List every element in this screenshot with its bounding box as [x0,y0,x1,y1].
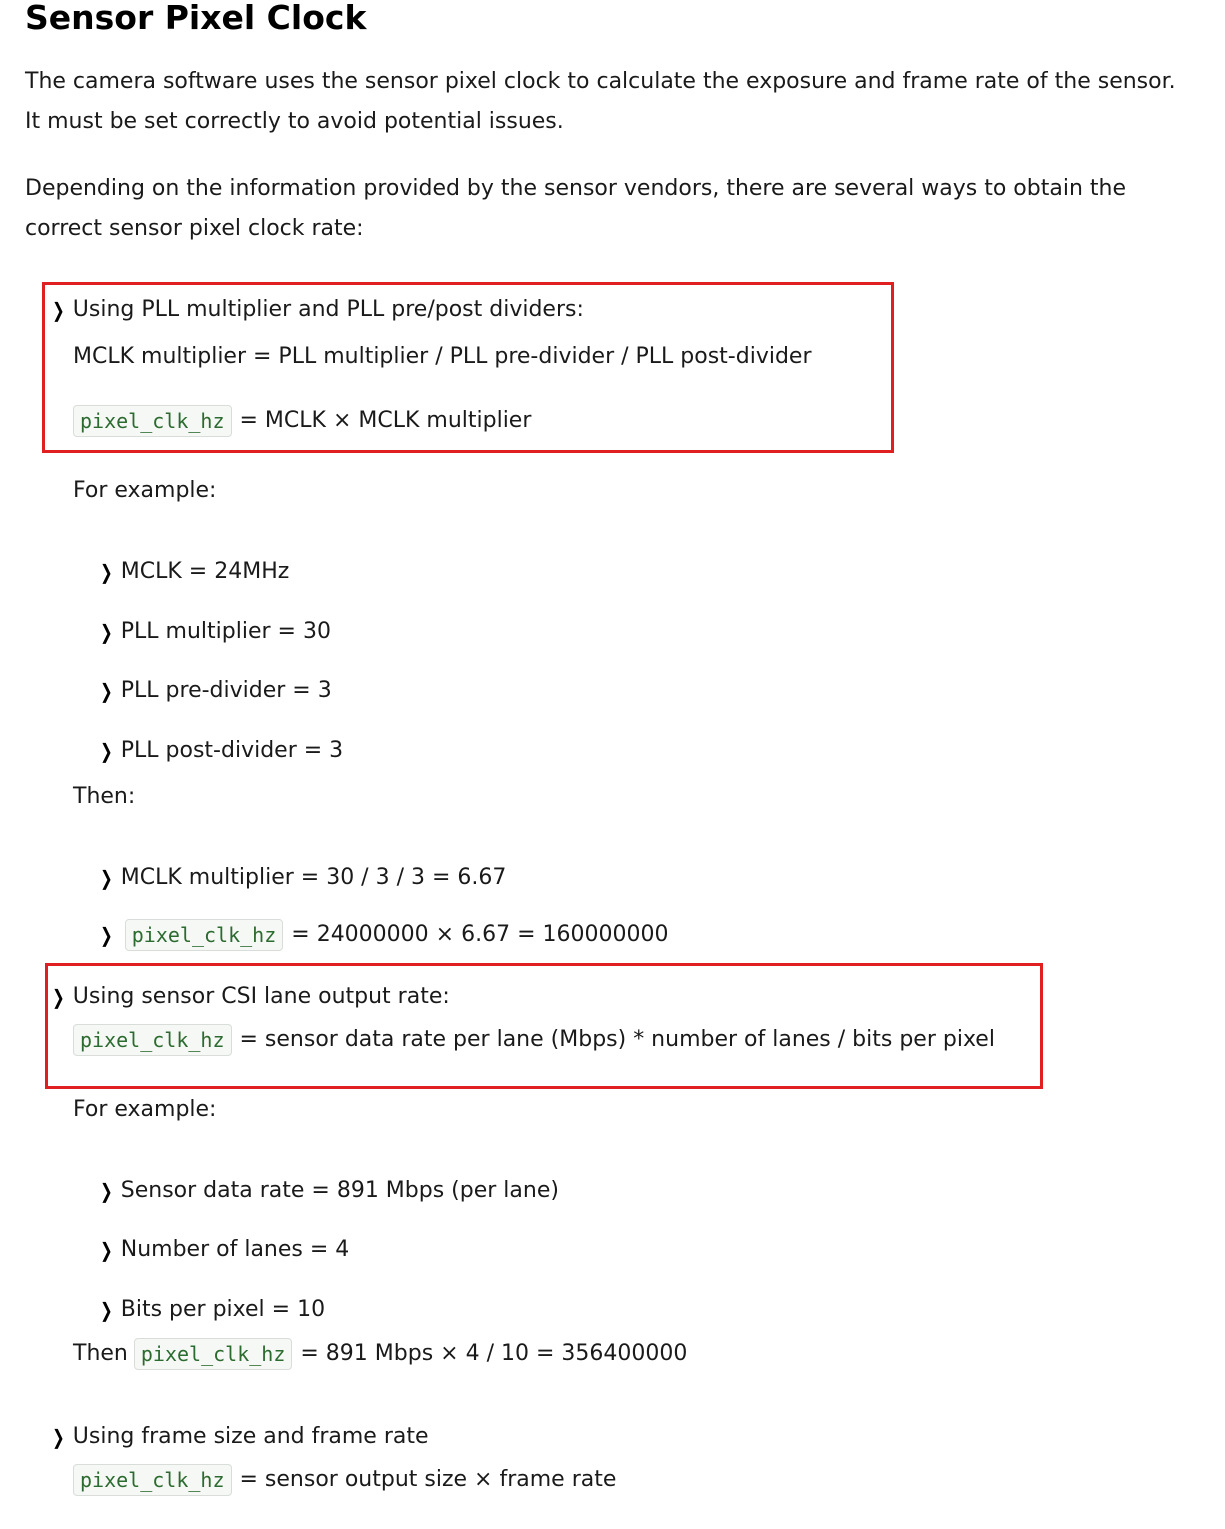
list-item-text: MCLK multiplier = 30 / 3 / 3 = 6.67 [120,865,507,890]
intro-line-1: The camera software uses the sensor pixel clock to calculate the exposure and frame rate of the sensor. [25,69,1176,94]
intro-line-2: It must be set correctly to avoid potential issues. [25,109,564,134]
pll-then-label: Then: [73,784,136,809]
code-pixel-clk-hz: pixel_clk_hz [73,1464,232,1496]
method-pll-title [50,294,584,326]
pll-formula-multiplier: MCLK multiplier = PLL multiplier / PLL pre-divider / PLL post-divider [73,344,812,369]
list-item-text: PLL multiplier = 30 [120,619,331,644]
list-item-text: Bits per pixel = 10 [120,1297,326,1322]
method-csi-title [50,981,450,1013]
intro-line-3: Depending on the information provided by the sensor vendors, there are several ways to obtain the [25,176,1126,201]
list-item-text: PLL post-divider = 3 [120,738,344,763]
list-item [98,1294,325,1326]
csi-formula [73,1024,995,1056]
chevron-right-icon: ❯ [52,298,65,322]
list-item-text: Sensor data rate = 891 Mbps (per lane) [120,1178,559,1203]
chevron-right-icon: ❯ [100,923,113,947]
pll-example-label: For example: [73,478,217,503]
csi-then-line [73,1338,687,1370]
list-item-text: = 24000000 × 6.67 = 160000000 [291,922,669,947]
list-item [98,735,343,767]
list-item [98,1234,349,1266]
list-item [98,1175,559,1207]
method-frame-title-text: Using frame size and frame rate [72,1424,429,1449]
list-item [98,616,331,648]
chevron-right-icon: ❯ [100,1238,113,1262]
intro-line-4: correct sensor pixel clock rate: [25,216,364,241]
code-pixel-clk-hz: pixel_clk_hz [134,1338,293,1370]
code-pixel-clk-hz: pixel_clk_hz [73,405,232,437]
pll-formula-suffix: = MCLK × MCLK multiplier [239,408,532,433]
chevron-right-icon: ❯ [100,739,113,763]
method-frame-title [50,1421,429,1453]
list-item [98,919,668,951]
method-pll-title-text: Using PLL multiplier and PLL pre/post dividers: [72,297,584,322]
list-item-text: PLL pre-divider = 3 [120,678,332,703]
chevron-right-icon: ❯ [100,866,113,890]
csi-then-suffix: = 891 Mbps × 4 / 10 = 356400000 [300,1341,688,1366]
method-csi-title-text: Using sensor CSI lane output rate: [72,984,450,1009]
chevron-right-icon: ❯ [100,1179,113,1203]
list-item [98,556,289,588]
chevron-right-icon: ❯ [100,560,113,584]
list-item-text: Number of lanes = 4 [120,1237,350,1262]
page-title: Sensor Pixel Clock [25,0,367,37]
chevron-right-icon: ❯ [100,620,113,644]
chevron-right-icon: ❯ [100,1298,113,1322]
chevron-right-icon: ❯ [52,1425,65,1449]
csi-example-label: For example: [73,1097,217,1122]
list-item [98,862,506,894]
code-pixel-clk-hz: pixel_clk_hz [125,919,284,951]
frame-formula [73,1464,616,1496]
csi-then-prefix: Then [73,1341,128,1366]
pll-formula-pixel-clk [73,405,531,437]
list-item [98,675,332,707]
chevron-right-icon: ❯ [52,985,65,1009]
code-pixel-clk-hz: pixel_clk_hz [73,1024,232,1056]
csi-formula-suffix: = sensor data rate per lane (Mbps) * number of lanes / bits per pixel [239,1027,995,1052]
chevron-right-icon: ❯ [100,679,113,703]
list-item-text: MCLK = 24MHz [120,559,290,584]
frame-formula-suffix: = sensor output size × frame rate [239,1467,617,1492]
